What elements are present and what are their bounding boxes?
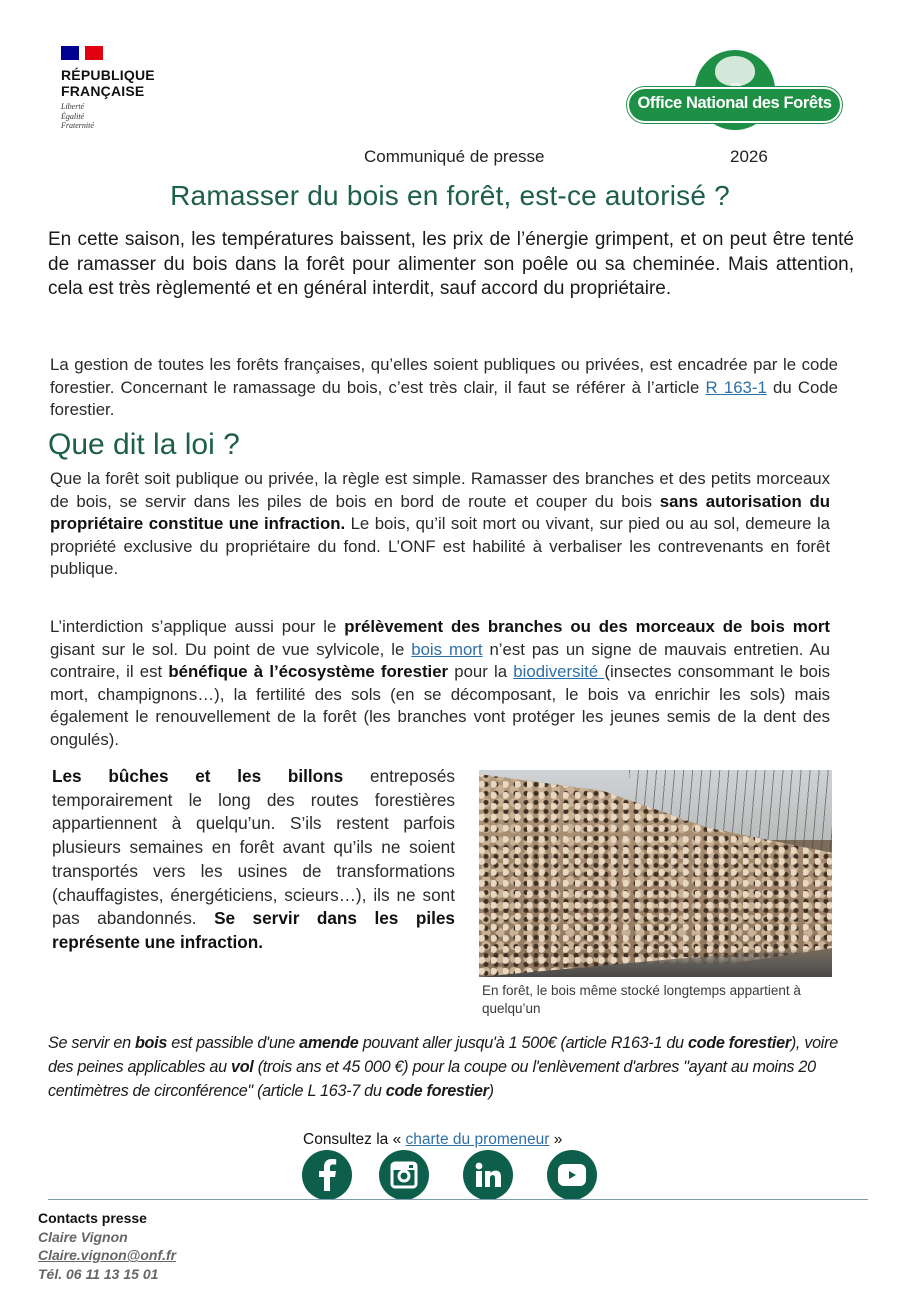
onf-logo [627,50,842,132]
contact-email-link[interactable]: Claire.vignon@onf.fr [38,1247,177,1263]
paragraph-bold-text: Les bûches et les billons [52,766,344,786]
log-piles-paragraph [52,765,455,955]
facebook-icon [315,1159,339,1191]
paragraph-text: L’interdiction s’applique aussi pour le [50,617,345,636]
paragraph-text: Le bois, qu’il soit mort ou vivant, sur pied ou au sol, demeure la propriété exclusive du propriétaire du fond. L’ONF est habilité à verbaliser les contrevenants en forêt publique. [50,514,830,578]
page-title: Ramasser du bois en forêt, est-ce autorisé ? [170,180,730,211]
legal-text: est passible d'une [167,1034,300,1052]
dead-wood-paragraph [50,616,830,751]
press-release-label: Communiqué de presse [364,147,545,166]
photo-caption: En forêt, le bois même stocké longtemps appartient à quelqu’un [482,983,801,1016]
legal-bold-text: vol [231,1058,254,1076]
rf-name-line2: FRANÇAISE [61,83,145,99]
section-heading: Que dit la loi ? [48,428,240,461]
legal-bold-text: amende [299,1034,359,1052]
press-release-year: 2026 [730,147,768,166]
tree-icon [715,56,755,86]
paragraph-bold-text: Se servir dans les piles représente une infraction. [52,908,455,952]
intro-paragraph: En cette saison, les températures baissent, les prix de l’énergie grimpent, et on peut être tenté de ramasser du bois dans la forêt pour alimenter son poêle ou sa cheminée. Mais attention, cela est très règlementé et en général interdit, sauf accord du propriétaire. [48,229,854,299]
paragraph-text: gisant sur le sol. Du point de vue sylvicole, le [50,639,412,659]
legal-text: Se servir en [48,1034,135,1052]
contacts-heading: Contacts presse [38,1210,147,1226]
paragraph-text: entreposés temporairement le long des routes forestières appartiennent à quelqu’un. S’ils restent parfois plusieurs semaines en forêt avant qu’ils ne soient transportés vers les usines de transformations (chauffagistes, énergéticiens, scieurs…), ils ne sont pas abandonnés. [52,766,455,929]
penalties-paragraph [48,1031,848,1103]
charte-du-promeneur-link[interactable]: charte du promeneur [405,1131,550,1148]
onf-logo-text: Office National des Forêts [637,94,832,112]
legal-bold-text: code forestier [687,1034,791,1052]
legal-text: (trois ans et 45 000 €) pour la coupe ou l'enlèvement d'arbres "ayant au moins 20 centimètres de circonférence" (article L 163-7 du [48,1058,816,1100]
charter-text: » [549,1131,563,1148]
paragraph-text: du Code forestier. [50,377,838,419]
rf-motto [61,102,181,131]
paragraph-text: Que la forêt soit publique ou privée, la règle est simple. Ramasser des branches et des petits morceaux de bois, se servir dans les piles de bois en bord de route et couper du bois [50,469,830,511]
linkedin-icon [474,1161,502,1189]
legal-text: ), voire des peines applicables au [48,1034,838,1076]
youtube-button[interactable] [547,1150,597,1200]
contact-phone: Tél. 06 11 13 15 01 [38,1265,159,1282]
paragraph-text: La gestion de toutes les forêts françaises, qu’elles soient publiques ou privées, est encadrée par le code forestier. Concernant le ramassage du bois, c’est très clair, il faut se référer à l’article [50,355,838,397]
rf-name-line1: RÉPUBLIQUE [61,67,155,83]
motto-fraternite: Fraternité [61,121,94,130]
legal-bold-text: code forestier [385,1082,489,1100]
paragraph-text: n’est pas un signe de mauvais entretien. Au contraire, il est [50,639,830,681]
youtube-icon [557,1163,587,1187]
paragraph-text: pour la [448,662,514,681]
paragraph-bold-text: bénéfique à l’écosystème forestier [168,662,449,681]
legal-text: ) [488,1082,494,1100]
motto-liberte: Liberté [61,102,85,111]
footer-divider [48,1199,868,1200]
bois-mort-link[interactable]: bois mort [411,639,483,659]
republique-francaise-logo [61,46,181,131]
instagram-button[interactable] [379,1150,429,1200]
woodpile-photo [479,770,832,977]
motto-egalite: Égalité [61,111,85,121]
contact-name: Claire Vignon [38,1228,128,1245]
code-forestier-paragraph [50,354,838,422]
linkedin-button[interactable] [463,1150,513,1200]
paragraph-text: (insectes consommant le bois mort, champignons…), la fertilité des sols (en se décomposant, le bois va enrichir les sols) mais également le renouvellement de la forêt (les branches vont protéger les jeunes semis de la dent des ongulés). [50,662,830,749]
biodiversite-link[interactable]: biodiversité [513,662,605,681]
legal-bold-text: bois [134,1034,168,1052]
facebook-button[interactable] [302,1150,352,1200]
charter-line [303,1131,562,1149]
legal-text: pouvant aller jusqu'à 1 500€ (article R163-1 du [358,1034,688,1052]
press-contacts [38,1209,176,1283]
instagram-icon [390,1161,418,1189]
paragraph-bold-text: sans autorisation du propriétaire constitue une infraction. [50,491,830,533]
rf-name [61,67,181,99]
paragraph-bold-text: prélèvement des branches ou des morceaux de bois mort [344,617,830,636]
charter-text: Consultez la « [303,1131,406,1148]
law-paragraph [50,468,830,581]
article-r163-1-link[interactable]: R 163-1 [705,377,767,397]
french-flag-icon [61,46,103,60]
